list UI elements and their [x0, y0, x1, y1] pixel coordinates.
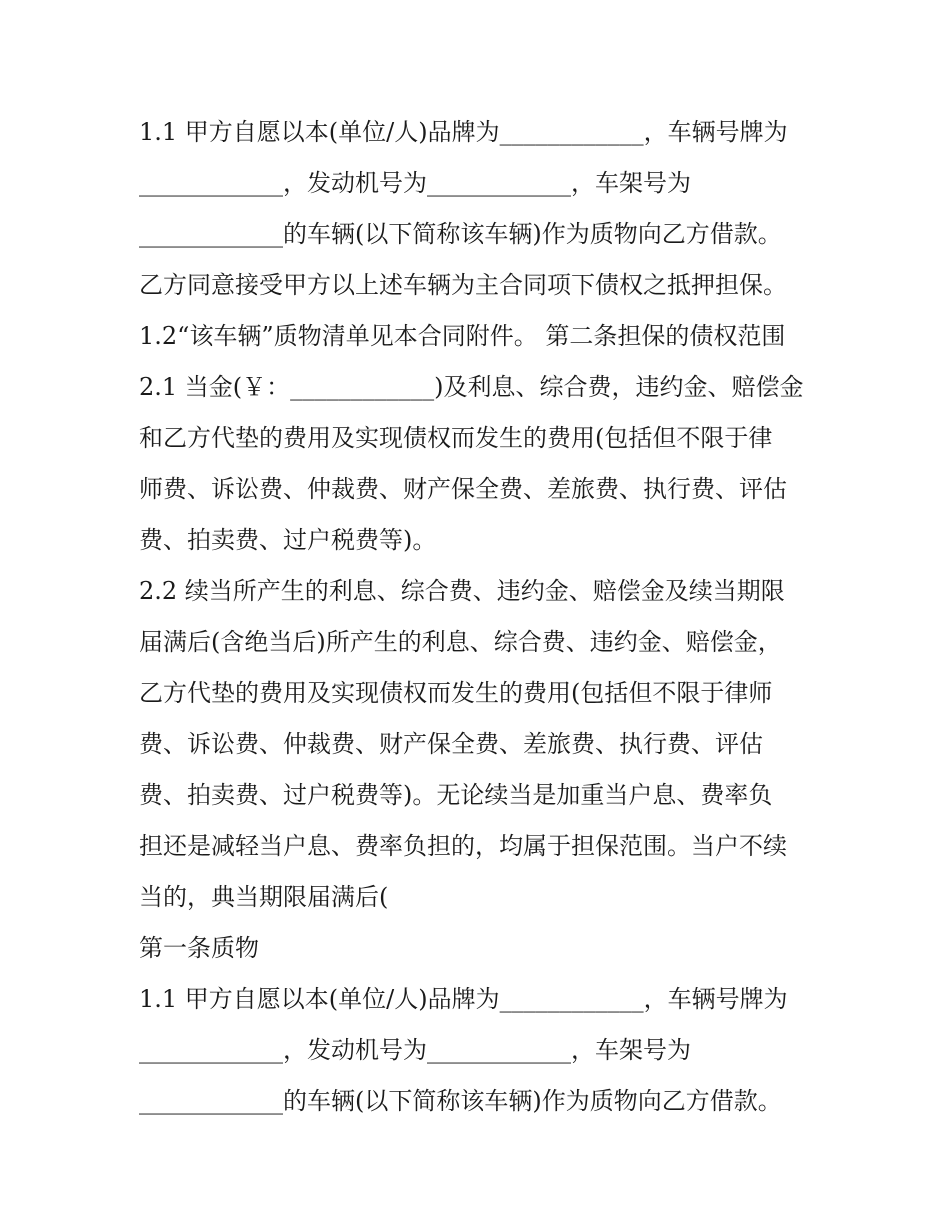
text-line: 费、诉讼费、仲裁费、财产保全费、差旅费、执行费、评估 — [139, 730, 763, 758]
text-line: ____________，发动机号为____________，车架号为 — [139, 1036, 691, 1064]
text-line: 2.1 当金(￥：____________)及利息、综合费，违约金、赔偿金 — [139, 373, 804, 401]
text-line: ____________的车辆(以下简称该车辆)作为质物向乙方借款。 — [139, 220, 782, 248]
text-line: 2.2 续当所产生的利息、综合费、违约金、赔偿金及续当期限 — [139, 577, 785, 605]
text-line: 和乙方代垫的费用及实现债权而发生的费用(包括但不限于律 — [139, 424, 773, 452]
text-line: 乙方同意接受甲方以上述车辆为主合同项下债权之抵押担保。 — [139, 271, 787, 299]
text-line: 1.1 甲方自愿以本(单位/人)品牌为____________，车辆号牌为 — [139, 985, 788, 1013]
text-line: 费、拍卖费、过户税费等)。 — [139, 526, 437, 554]
text-line: 1.1 甲方自愿以本(单位/人)品牌为____________，车辆号牌为 — [139, 118, 788, 146]
text-line: ____________，发动机号为____________，车架号为 — [139, 169, 691, 197]
text-line: ____________的车辆(以下简称该车辆)作为质物向乙方借款。 — [139, 1087, 782, 1115]
text-line: 费、拍卖费、过户税费等)。无论续当是加重当户息、费率负 — [139, 781, 773, 809]
contract-text — [139, 107, 819, 1127]
text-line: 师费、诉讼费、仲裁费、财产保全费、差旅费、执行费、评估 — [139, 475, 787, 503]
text-line: 乙方代垫的费用及实现债权而发生的费用(包括但不限于律师 — [139, 679, 773, 707]
text-line: 担还是减轻当户息、费率负担的，均属于担保范围。当户不续 — [139, 832, 787, 860]
text-line: 届满后(含绝当后)所产生的利息、综合费、违约金、赔偿金， — [139, 628, 782, 656]
section-heading: 第一条质物 — [139, 934, 259, 962]
text-line: 当的，典当期限届满后( — [139, 883, 389, 911]
text-line: 1.2“该车辆”质物清单见本合同附件。 第二条担保的债权范围 — [139, 322, 786, 350]
